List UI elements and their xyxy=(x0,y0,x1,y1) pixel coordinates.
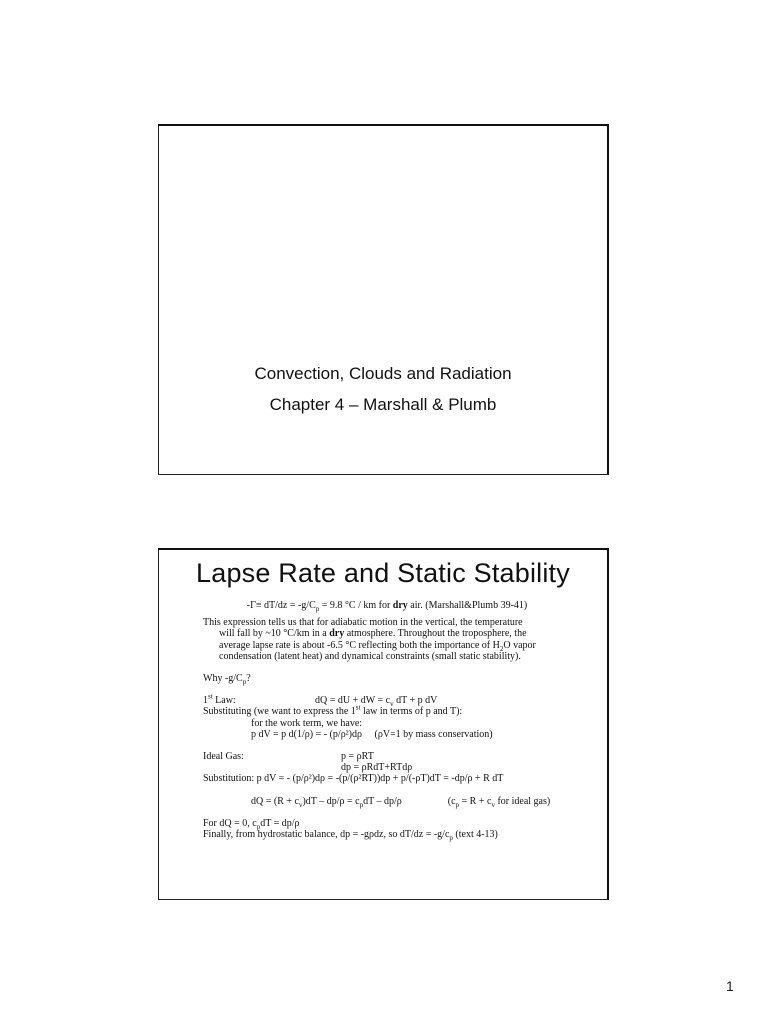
page-number: 1 xyxy=(726,978,734,994)
ideal-gas-differential: dp = ρRdT+RTdρ xyxy=(341,762,413,774)
lapse-rate-slide xyxy=(158,548,609,900)
adiabatic-condition: For dQ = 0, $c_pdT = dp/\rho$ xyxy=(203,817,300,831)
first-law: 1st Law: dQ = dU + dW = $c_v$ dT + p dV xyxy=(203,692,438,709)
chapter-line: Chapter 4 – Marshall & Plumb xyxy=(269,395,497,414)
title-slide xyxy=(158,124,609,475)
ideal-gas-law: Ideal Gas: p = ρRT xyxy=(203,751,374,763)
title-slide-text xyxy=(159,358,607,420)
work-term-line: for the work term, we have: xyxy=(251,717,363,729)
substitution-line: Substitution: p dV = - (p/ρ²)dρ = -(p/(ρ²RT))dp + p/(-ρT)dT = -dp/ρ + R dT xyxy=(203,773,504,785)
slide-title: Lapse Rate and Static Stability xyxy=(196,558,570,588)
explanation-paragraph: This expression tells us that for adiabatic motion in the vertical, the temperature will fall by ~10 °C/km in a dry atmosphere. Throughout the troposphere, the average lapse rate is about -6.5 °C reflecting both the importance of $H_2O$ vapor condensation (latent heat) and dynamical constraints (small static stability). xyxy=(203,617,536,662)
title-line: Convection, Clouds and Radiation xyxy=(254,364,512,383)
pdv-equation: p dV = p d(1/ρ) = - (p/ρ²)dρ (ρV=1 by mass conservation) xyxy=(251,728,493,740)
dq-equation: dQ = $(R + c_v)dT - dp/\rho = c_pdT - dp/\rho$ ($c_p = R + c_v$ for ideal gas) xyxy=(251,795,551,809)
hydrostatic-conclusion: Finally, from hydrostatic balance, dp = -gρdz, so $dT/dz = -g/c_p$ (text 4-13) xyxy=(203,829,498,843)
substituting-line: Substituting (we want to express the 1st law in terms of p and T): xyxy=(203,704,463,718)
lapse-rate-definition: $-\Gamma\equiv dT/dz = -g/C_p = 9.8$ °C / km for dry air. (Marshall&Plumb 39-41) xyxy=(246,600,528,613)
slide-body xyxy=(203,600,595,843)
why-question: Why $-g/C_p$? xyxy=(203,673,251,687)
